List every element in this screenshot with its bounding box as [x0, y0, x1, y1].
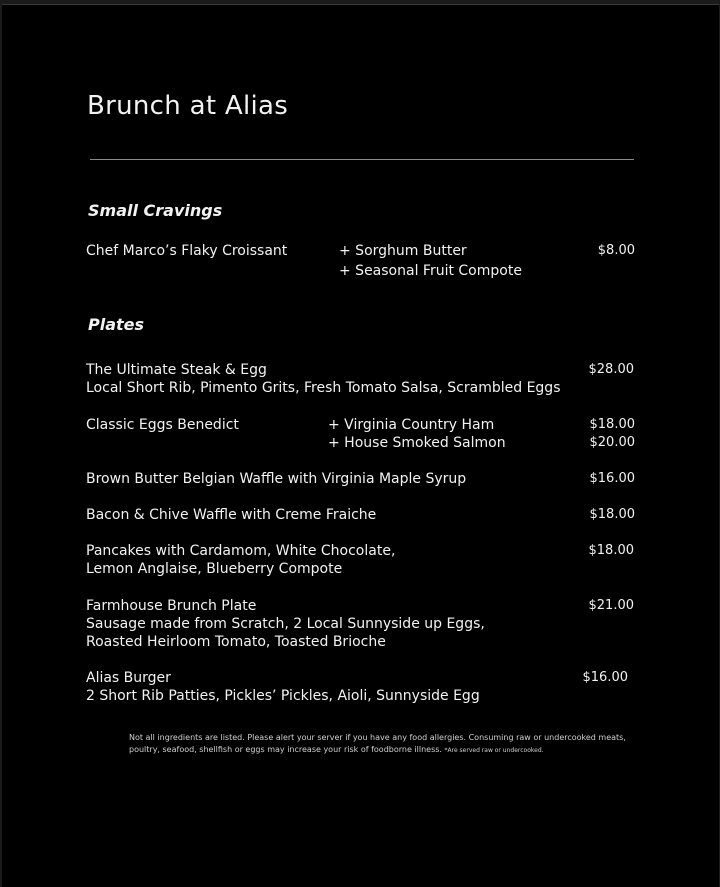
item-name-pancakes: Pancakes with Cardamom, White Chocolate,: [86, 543, 396, 559]
item-option-sorghum-butter: + Sorghum Butter: [339, 243, 467, 259]
item-price-croissant: $8.00: [597, 243, 635, 258]
allergy-disclaimer: [129, 732, 629, 757]
item-desc-burger: 2 Short Rib Patties, Pickles’ Pickles, Aioli, Sunnyside Egg: [86, 688, 480, 704]
page-title: Brunch at Alias: [87, 91, 289, 121]
allergy-disclaimer-tail: *Are served raw or undercooked.: [444, 747, 544, 754]
title-divider: [90, 159, 634, 160]
item-price-benedict-ham: $18.00: [589, 417, 635, 432]
item-desc-farmhouse-line1: Sausage made from Scratch, 2 Local Sunnyside up Eggs,: [86, 616, 485, 632]
item-name-farmhouse: Farmhouse Brunch Plate: [86, 598, 257, 614]
item-option-country-ham: + Virginia Country Ham: [328, 417, 495, 433]
item-price-belgian-waffle: $16.00: [589, 471, 635, 486]
item-price-benedict-salmon: $20.00: [589, 435, 635, 450]
item-price-burger: $16.00: [582, 670, 628, 685]
item-name-burger: Alias Burger: [86, 670, 171, 686]
item-name-croissant: Chef Marco’s Flaky Croissant: [86, 243, 288, 259]
item-name-benedict: Classic Eggs Benedict: [86, 417, 239, 433]
item-option-smoked-salmon: + House Smoked Salmon: [328, 435, 506, 451]
section-heading-plates: Plates: [88, 315, 145, 334]
item-desc-farmhouse-line2: Roasted Heirloom Tomato, Toasted Brioche: [86, 634, 386, 650]
item-price-bacon-waffle: $18.00: [589, 507, 635, 522]
item-name-steak: The Ultimate Steak & Egg: [86, 362, 267, 378]
item-price-steak: $28.00: [588, 362, 634, 377]
section-heading-small-cravings: Small Cravings: [88, 201, 223, 220]
item-option-fruit-compote: + Seasonal Fruit Compote: [339, 263, 522, 279]
item-price-farmhouse: $21.00: [588, 598, 634, 613]
item-desc-steak: Local Short Rib, Pimento Grits, Fresh Tomato Salsa, Scrambled Eggs: [86, 380, 561, 396]
item-desc-pancakes: Lemon Anglaise, Blueberry Compote: [86, 561, 343, 577]
item-price-pancakes: $18.00: [588, 543, 634, 558]
item-name-belgian-waffle: Brown Butter Belgian Waffle with Virginia Maple Syrup: [86, 471, 467, 487]
allergy-disclaimer-text: Not all ingredients are listed. Please alert your server if you have any food allergies. Consuming raw or undercooked meats, poultry, seafood, shellfish or eggs may increase your risk of foodborne illness.: [129, 733, 626, 754]
item-name-bacon-waffle: Bacon & Chive Waffle with Creme Fraiche: [86, 507, 377, 523]
menu-page: [2, 4, 719, 887]
